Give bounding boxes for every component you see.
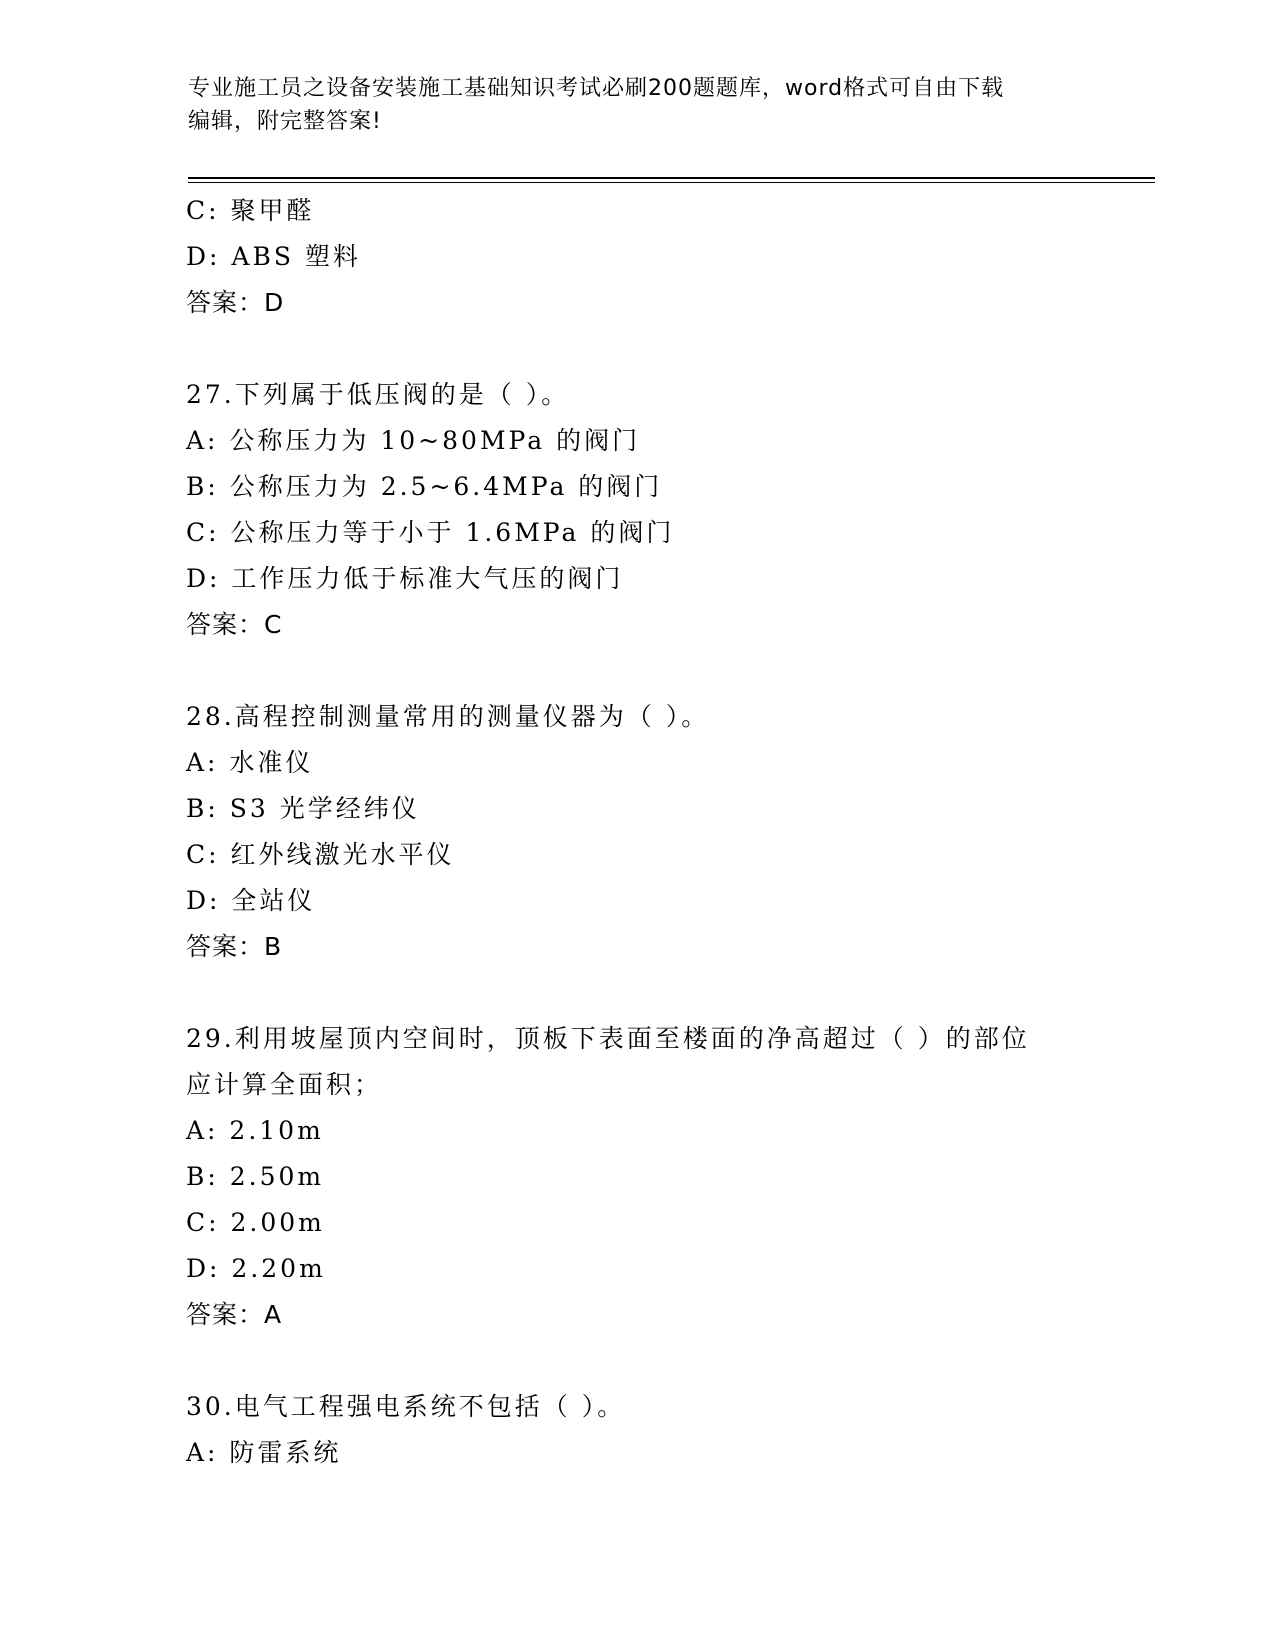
option-b: B: 2.50m [186,1162,325,1191]
question-30 [186,1384,1086,1476]
question-text-line-1: 29.利用坡屋顶内空间时，顶板下表面至楼面的净高超过（ ）的部位 [186,1024,1030,1053]
option-c: C: 2.00m [186,1208,325,1237]
question-28 [186,694,1086,970]
header-divider-thick [188,177,1155,179]
option-c: C: 红外线激光水平仪 [186,840,455,869]
option-a: A: 防雷系统 [186,1438,342,1467]
question-list [186,188,1086,1476]
answer-line: 答案：C [186,610,283,639]
option-c: C: 公称压力等于小于 1.6MPa 的阀门 [186,518,675,547]
question-text-line-2: 应计算全面积； [186,1070,383,1099]
question-text: 27.下列属于低压阀的是（ ）。 [186,380,570,409]
option-b: B: S3 光学经纬仪 [186,794,420,823]
answer-line: 答案：A [186,1300,283,1329]
previous-question-tail [186,188,1086,326]
answer-line: 答案：B [186,932,283,961]
question-text: 30.电气工程强电系统不包括（ ）。 [186,1392,626,1421]
option-c: C: 聚甲醛 [186,196,315,225]
document-header [188,72,1088,138]
header-title-line-1: 专业施工员之设备安装施工基础知识考试必刷200题题库，word格式可自由下载 [188,76,1005,101]
question-29 [186,1016,1086,1338]
option-d: D: 工作压力低于标准大气压的阀门 [186,564,624,593]
header-title-line-2: 编辑，附完整答案! [188,109,382,134]
option-d: D: ABS 塑料 [186,242,361,271]
question-27 [186,372,1086,648]
answer-line: 答案：D [186,288,285,317]
option-d: D: 2.20m [186,1254,326,1283]
option-a: A: 公称压力为 10~80MPa 的阀门 [186,426,641,455]
header-divider-thin [188,182,1155,183]
option-b: B: 公称压力为 2.5~6.4MPa 的阀门 [186,472,663,501]
option-a: A: 2.10m [186,1116,324,1145]
question-text: 28.高程控制测量常用的测量仪器为（ ）。 [186,702,710,731]
option-a: A: 水准仪 [186,748,314,777]
option-d: D: 全站仪 [186,886,316,915]
